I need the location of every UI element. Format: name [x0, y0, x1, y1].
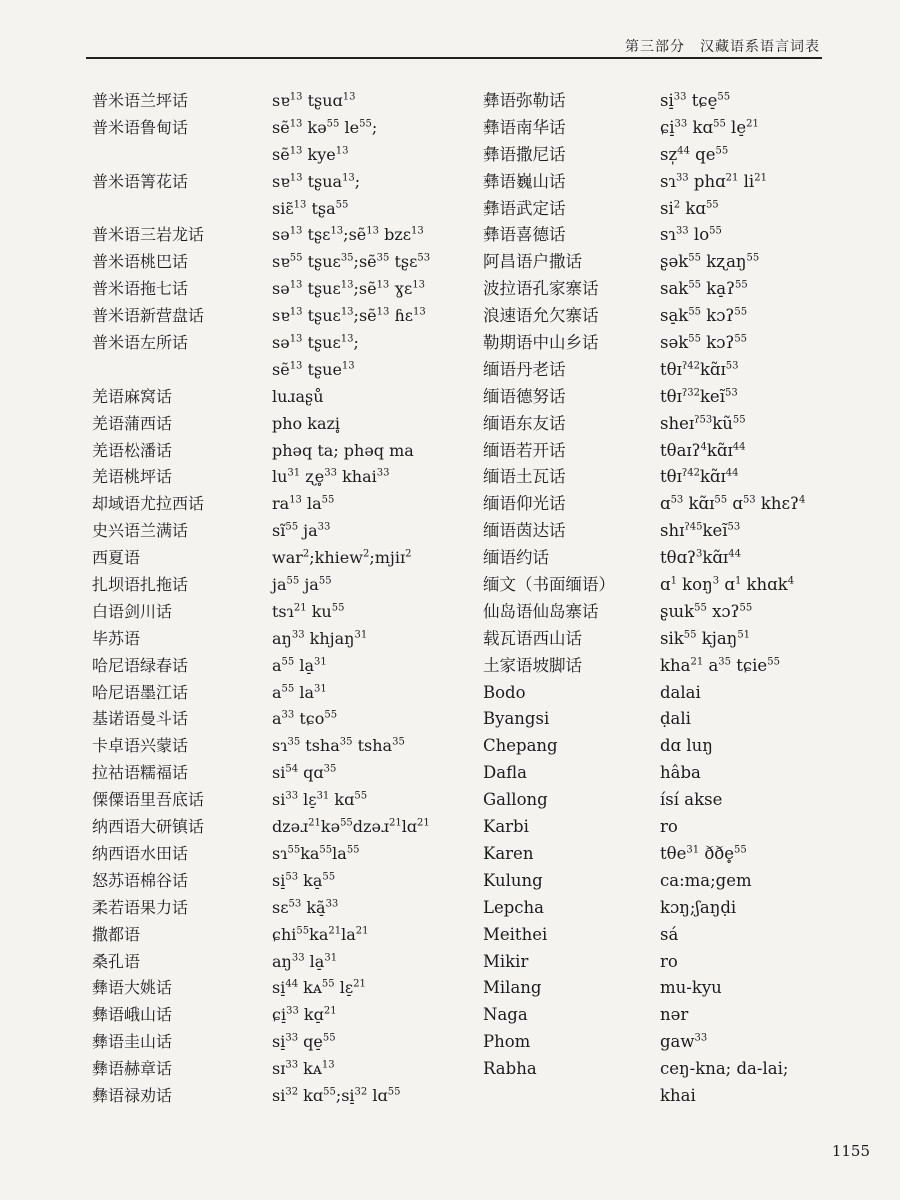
language-name: Lepcha [483, 897, 544, 917]
word-form: tθaɪʔ$^4$kɑ̃ɪ$^{44}$ [660, 440, 746, 460]
language-name: 浪速语允欠寨话 [483, 306, 599, 326]
word-form: ro [660, 951, 678, 971]
language-name: Rabha [483, 1059, 537, 1079]
language-name: 彝语撒尼话 [483, 144, 566, 164]
word-form: si̠$^{33}$ qe̠$^{55}$ [272, 1032, 336, 1052]
language-name: 缅语土瓦话 [483, 467, 566, 487]
language-name: 扎坝语扎拖话 [92, 575, 189, 595]
language-name: Kulung [483, 870, 543, 890]
language-name: 缅语丹老话 [483, 359, 566, 379]
language-names-column-1 [92, 88, 204, 1110]
word-form: $a^{55}$ $la^{31}$ [272, 682, 327, 702]
word-form: ca:ma;gem [660, 870, 752, 890]
word-form: sə$^{13}$ tʂuɛ$^{13}$; [272, 333, 359, 353]
word-form: ísí akse [660, 790, 723, 810]
word-form: si̠$^{44}$ kᴀ$^{55}$ lɛ̠$^{21}$ [272, 978, 366, 998]
word-form: tθe$^{31}$ ððe̥$^{55}$ [660, 843, 747, 863]
language-name: 羌语桃坪话 [92, 467, 173, 487]
language-name: Naga [483, 1005, 528, 1025]
language-name: 缅语仰光话 [483, 494, 566, 514]
word-form: ɑ$^{53}$ kɑ̃ɪ$^{55}$ ɑ$^{53}$ khɛʔ$^4$ [660, 494, 806, 514]
word-form: tθɪ$^{ʔ42}$kɑ̃ɪ$^{53}$ [660, 359, 739, 379]
word-form: sə$^{13}$ tʂuɛ$^{13}$;sẽ$^{13}$ ɣɛ$^{13}$ [272, 279, 425, 299]
language-name: 羌语蒲西话 [92, 413, 173, 433]
word-form: war$^2$;khiew$^2$;mjiɪ$^2$ [272, 548, 412, 568]
language-name: 土家语坡脚话 [483, 655, 582, 675]
language-name: Byangsi [483, 709, 550, 729]
word-form: nər [660, 1005, 689, 1025]
language-name: 卡卓语兴蒙话 [92, 736, 189, 756]
word-form: sẽ$^{13}$ tʂue$^{13}$ [272, 359, 355, 379]
word-form: shɪ$^{ʔ45}$keĩ$^{53}$ [660, 521, 741, 541]
word-form: sik$^{55}$ kjaŋ$^{51}$ [660, 628, 751, 648]
language-name: Meithei [483, 924, 548, 944]
word-form: $sheɪ^{ʔ53}kũ^{55}$ [660, 413, 746, 433]
language-name: 基诺语曼斗话 [92, 709, 189, 729]
language-name: 缅语德努话 [483, 386, 566, 406]
word-form: sɿ$^{35}$ tsha$^{35}$ tsha$^{35}$ [272, 736, 405, 756]
word-form: si̠$^{53}$ ka̠$^{55}$ [272, 870, 336, 890]
language-name: 史兴语兰满话 [92, 521, 189, 541]
language-name: 彝语圭山话 [92, 1032, 173, 1052]
language-name: 缅语东友话 [483, 413, 566, 433]
language-name: 普米语拖七话 [92, 279, 189, 299]
word-form: $sɿ^{55}ka^{55}la^{55}$ [272, 843, 360, 863]
language-name: Karen [483, 843, 534, 863]
word-form: $ja^{55}$ $ja^{55}$ [272, 575, 332, 595]
language-name: 羌语松潘话 [92, 440, 173, 460]
word-form: gaw$^{33}$ [660, 1032, 708, 1052]
language-name: 白语剑川话 [92, 601, 173, 621]
language-name: 撒都语 [92, 924, 141, 944]
word-form: khai [660, 1085, 696, 1105]
language-name [92, 357, 204, 384]
language-name: 桑孔语 [92, 951, 141, 971]
language-name: 西夏语 [92, 548, 141, 568]
word-form: $a^{55}$ la̠$^{31}$ [272, 655, 327, 675]
language-name: 普米语兰坪话 [92, 91, 189, 110]
word-form: $ɕhi^{55}ka^{21}la^{21}$ [272, 924, 369, 944]
language-name: 载瓦语西山话 [483, 628, 582, 648]
word-form: kha$^{21}$ $a^{35}$ tɕie$^{55}$ [660, 655, 780, 675]
language-name: 毕苏语 [92, 628, 141, 648]
word-form: sɿ$^{33}$ $lo^{55}$ [660, 225, 722, 245]
word-form: sẽ$^{13}$ kə$^{55}$ $le^{55}$; [272, 117, 378, 137]
language-name: 缅语若开话 [483, 440, 566, 460]
language-name: 哈尼语绿春话 [92, 655, 189, 675]
language-name: 柔若语果力话 [92, 897, 189, 917]
word-form: pho kazi̥ [272, 413, 341, 433]
word-form: $si^2$ kɑ$^{55}$ [660, 198, 719, 218]
word-form: dalai [660, 682, 701, 702]
language-name: 普米语新营盘话 [92, 306, 205, 326]
language-name: Karbi [483, 817, 529, 837]
word-form: sɐ$^{55}$ tʂuɛ$^{35}$;sẽ$^{35}$ tʂɛ$^{53}$ [272, 252, 431, 272]
word-form: sək$^{55}$ kɔʔ$^{55}$ [660, 333, 748, 353]
word-form: sɪ$^{33}$ kᴀ$^{13}$ [272, 1059, 335, 1079]
language-name: 纳西语水田话 [92, 843, 189, 863]
language-name: 彝语巍山话 [483, 171, 566, 191]
language-name: 普米语鲁甸话 [92, 117, 189, 137]
language-name [92, 196, 204, 223]
word-form: $ra^{13}$ $la^{55}$ [272, 494, 335, 514]
word-forms-column-1 [272, 88, 430, 1110]
language-name: 彝语大姚话 [92, 978, 173, 998]
language-name: 拉祜语糯福话 [92, 763, 189, 783]
language-name: 彝语南华话 [483, 117, 566, 137]
word-form: $si^{54}$ qɑ$^{35}$ [272, 763, 337, 783]
language-name: 傈僳语里吾底话 [92, 790, 205, 810]
language-names-column-2 [483, 88, 615, 1083]
language-name: 普米语箐花话 [92, 171, 189, 191]
language-name: 普米语左所话 [92, 333, 189, 353]
word-form: sɐ$^{13}$ tʂuɛ$^{13}$;sẽ$^{13}$ ɦɛ$^{13}$ [272, 306, 426, 326]
language-name: 阿昌语户撒话 [483, 252, 582, 272]
language-name: 缅语茵达话 [483, 521, 566, 541]
language-name: 羌语麻窝话 [92, 386, 173, 406]
word-form: ceŋ-kna; da-lai; [660, 1059, 789, 1079]
language-name: 彝语弥勒话 [483, 91, 566, 110]
word-form: $si^{33}$ lɛ̠$^{31}$ kɑ$^{55}$ [272, 790, 368, 810]
word-form: ɕi̠$^{33}$ kɑ̠$^{21}$ [272, 1005, 337, 1025]
word-form: tθɑʔ$^3$kɑ̃ɪ$^{44}$ [660, 548, 741, 568]
language-name: 彝语武定话 [483, 198, 566, 218]
word-form: sɛ$^{53}$ kã̠$^{33}$ [272, 897, 339, 917]
word-form: sá [660, 924, 679, 944]
language-name [92, 142, 204, 169]
page-number: 1155 [831, 1142, 870, 1160]
word-form: luɹaʂů [272, 386, 324, 406]
language-name: 彝语赫章话 [92, 1059, 173, 1079]
word-form: $lu^{31}$ ʐe̥$^{33}$ khai$^{33}$ [272, 467, 390, 487]
language-name: 缅文（书面缅语） [483, 575, 615, 595]
language-name: 普米语桃巴话 [92, 252, 189, 272]
language-name: 哈尼语墨江话 [92, 682, 189, 702]
word-form: siɛ̃$^{13}$ tʂa$^{55}$ [272, 198, 349, 218]
word-form: $si^{32}$ kɑ$^{55}$;si̠$^{32}$ lɑ$^{55}$ [272, 1085, 401, 1105]
word-form: hâba [660, 763, 701, 783]
language-name: Chepang [483, 736, 558, 756]
word-form: sɐ$^{13}$ tʂua$^{13}$; [272, 171, 361, 191]
language-name: 彝语禄劝话 [92, 1085, 173, 1105]
word-form: ḍali [660, 709, 691, 729]
word-form: ɑ$^1$ koŋ$^3$ ɑ$^1$ khɑk$^4$ [660, 575, 795, 595]
language-name: 普米语三岩龙话 [92, 225, 205, 245]
word-form: ro [660, 817, 678, 837]
word-form: $sa̠k^{55}$ kɔʔ$^{55}$ [660, 306, 748, 326]
word-form: si̠$^{33}$ tɕe̠$^{55}$ [660, 91, 731, 110]
language-name: Gallong [483, 790, 548, 810]
word-form: sak$^{55}$ ka̠ʔ$^{55}$ [660, 279, 748, 299]
word-form: $a^{33}$ tɕo$^{55}$ [272, 709, 338, 729]
word-form: tθɪ$^{ʔ32}$keĩ$^{53}$ [660, 386, 738, 406]
word-form: sẽ$^{13}$ kye$^{13}$ [272, 144, 349, 164]
language-name: 怒苏语棉谷话 [92, 870, 189, 890]
language-name: 缅语约话 [483, 548, 549, 568]
language-name: 勒期语中山乡话 [483, 333, 599, 353]
word-form: dɑ luŋ [660, 736, 713, 756]
word-form: tθɪ$^{ʔ42}$kɑ̃ɪ$^{44}$ [660, 467, 739, 487]
word-form: sz̩$^{44}$ $qe^{55}$ [660, 144, 729, 164]
word-form: phəq ta; phəq ma [272, 440, 414, 460]
word-form: $sĩ^{55}$ $ja^{33}$ [272, 521, 331, 541]
language-name: Mikir [483, 951, 529, 971]
language-name: Bodo [483, 682, 526, 702]
word-form: dzəɹ$^{21}$kə$^{55}$dzəɹ$^{21}$lɑ$^{21}$ [272, 817, 430, 837]
language-name: 仙岛语仙岛寨话 [483, 601, 599, 621]
running-header: 第三部分 汉藏语系语言词表 [625, 39, 820, 55]
language-name: 波拉语孔家寨话 [483, 279, 599, 299]
language-name: 纳西语大研镇话 [92, 817, 205, 837]
language-name: 彝语峨山话 [92, 1005, 173, 1025]
language-name: Phom [483, 1032, 531, 1052]
word-form: $aŋ^{33}$ khjaŋ$^{31}$ [272, 628, 368, 648]
word-form: $aŋ^{33}$ la̠$^{31}$ [272, 951, 338, 971]
word-form: ɕi̠$^{33}$ kɑ$^{55}$ le̠$^{21}$ [660, 117, 759, 137]
word-forms-column-2 [660, 88, 805, 1110]
header-rule [86, 57, 822, 59]
word-form: mu-kyu [660, 978, 722, 998]
word-form: ʂək$^{55}$ kʐaŋ$^{55}$ [660, 252, 760, 272]
word-form: sɿ$^{33}$ phɑ$^{21}$ $li^{21}$ [660, 171, 767, 191]
word-form: tsɿ$^{21}$ $ku^{55}$ [272, 601, 345, 621]
word-form: sə$^{13}$ tʂɛ$^{13}$;sẽ$^{13}$ bzɛ$^{13}$ [272, 225, 424, 245]
language-name: 彝语喜德话 [483, 225, 566, 245]
word-form: kɔŋ;ʃaŋḍi [660, 897, 737, 917]
language-name: Dafla [483, 763, 527, 783]
language-name: 却域语尤拉西话 [92, 494, 205, 514]
word-form: sɐ$^{13}$ tʂuɑ$^{13}$ [272, 91, 356, 110]
word-form: ʂɯk$^{55}$ xɔʔ$^{55}$ [660, 601, 753, 621]
language-name: Milang [483, 978, 542, 998]
